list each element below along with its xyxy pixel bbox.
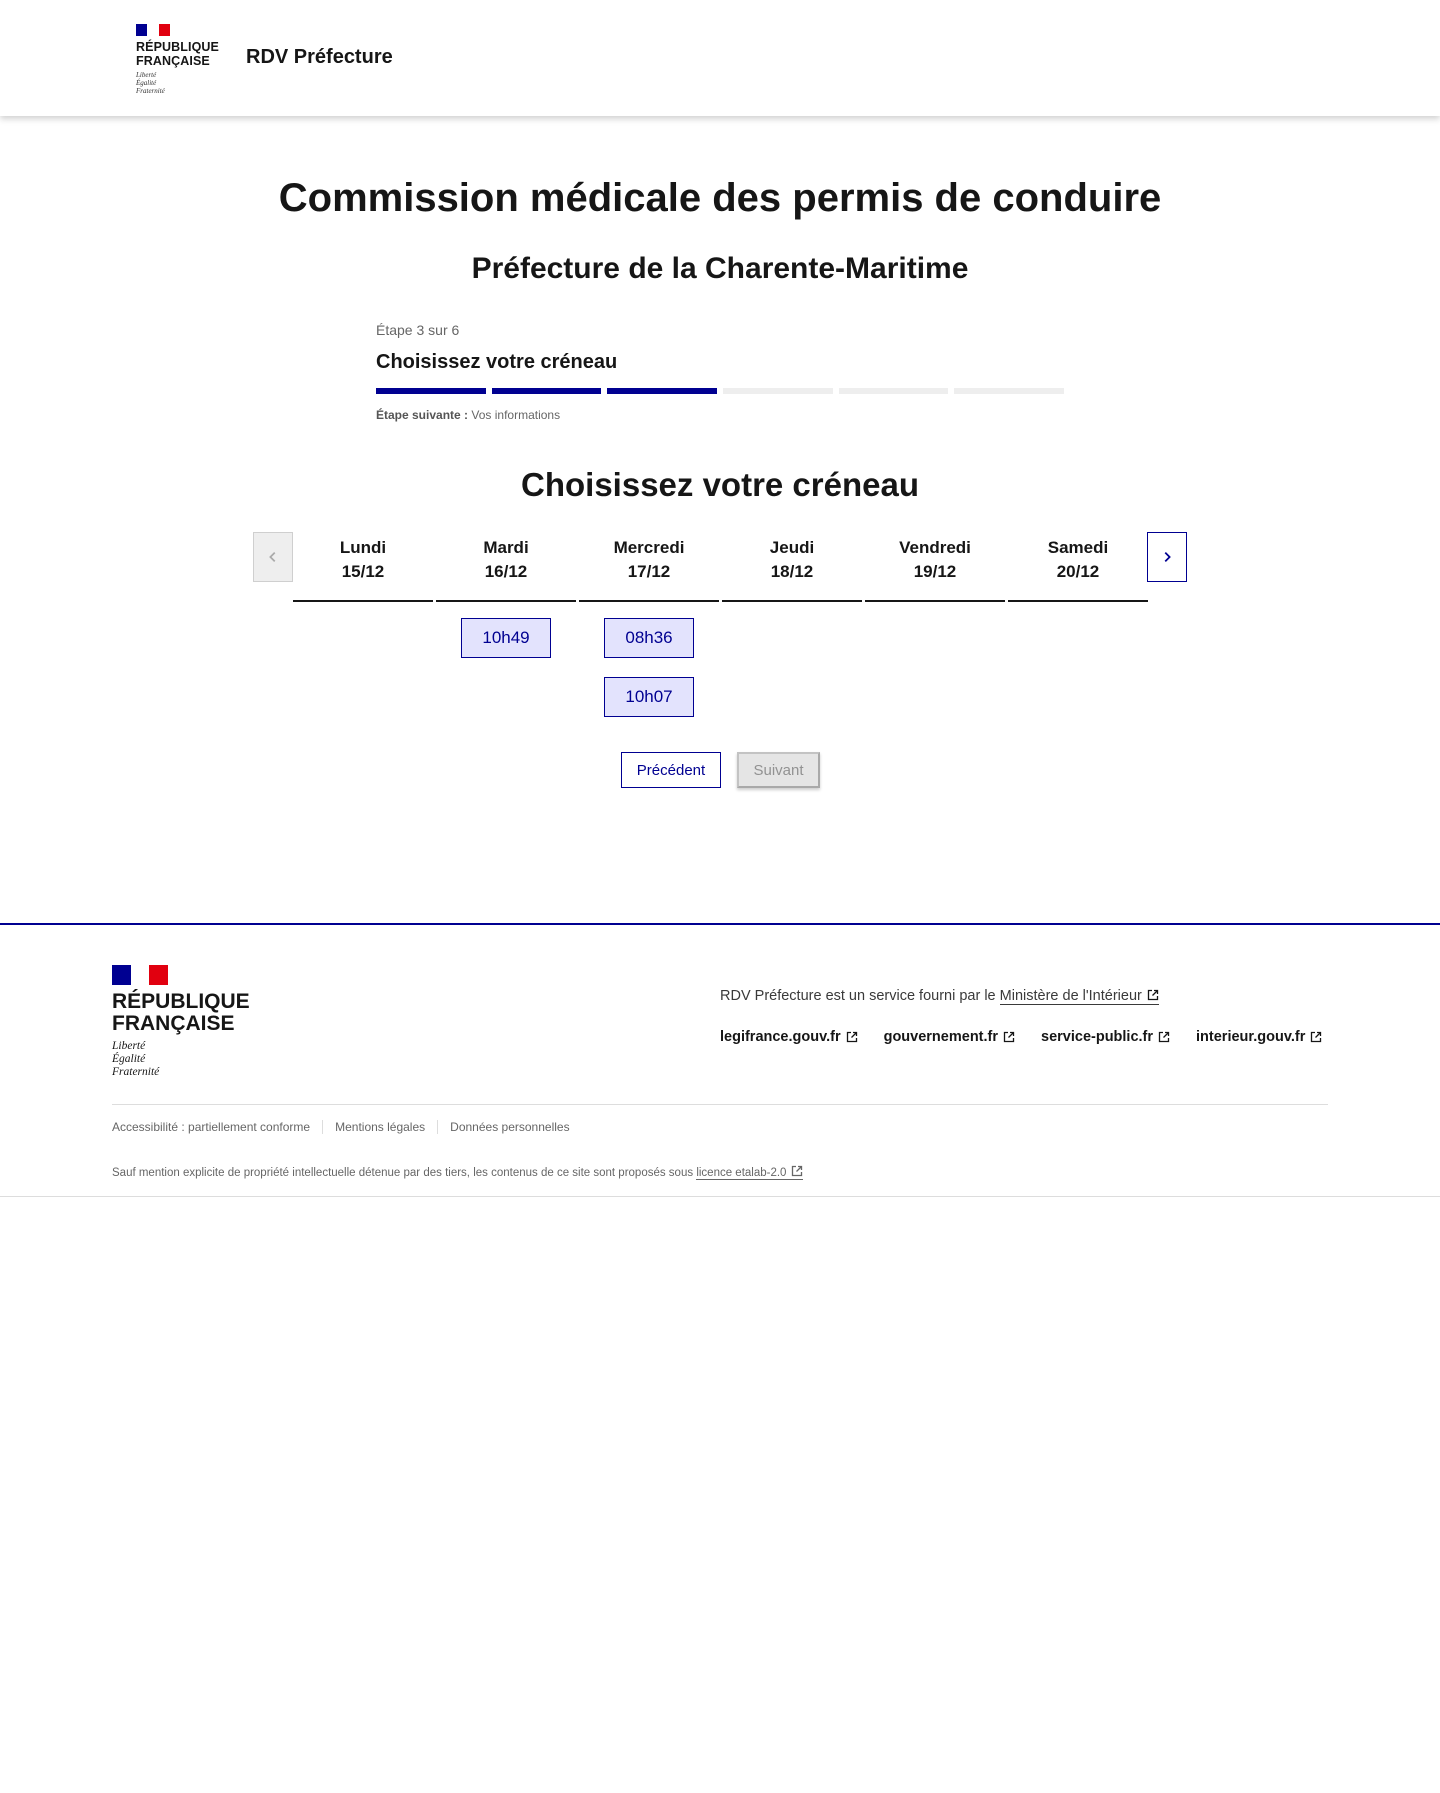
day-slots [293,602,433,618]
day-slots [1008,602,1148,618]
day-date: 15/12 [341,562,385,581]
site-header [0,0,1440,116]
page-title: Commission médicale des permis de conduire [278,176,1162,220]
external-link-icon [791,1165,803,1177]
chevron-left-icon [266,550,280,564]
day-slots [722,602,862,618]
logo-text: RÉPUBLIQUE FRANÇAISE [136,40,219,68]
next-week-button[interactable] [1147,532,1187,582]
external-link-icon [1310,1031,1322,1043]
external-link-icon [1147,989,1159,1001]
day-name: Jeudi [769,538,815,557]
footer-logo-text: RÉPUBLIQUE FRANÇAISE [112,990,250,1035]
time-slot-button[interactable]: 08h36 [604,618,694,658]
day-name: Mardi [483,538,529,557]
stepper-next-label: Étape suivante : [376,408,469,422]
day-date: 19/12 [913,562,957,581]
day-name: Mercredi [613,538,685,557]
stepper-title: Choisissez votre créneau [376,351,618,373]
stepper-state: Étape 3 sur 6 [376,322,460,338]
calendar-day-column [722,532,862,717]
footer-bottom-link[interactable]: Données personnelles [437,1120,581,1134]
day-date: 17/12 [627,562,671,581]
day-name: Samedi [1047,538,1109,557]
day-date: 18/12 [770,562,814,581]
footer-bottom-link[interactable]: Mentions légales [322,1120,437,1134]
license-text: Sauf mention explicite de propriété intellectuelle détenue par des tiers, les contenus de ce site sont proposés sous [112,1167,694,1179]
footer-license [112,1165,803,1179]
calendar-day-header [436,532,576,602]
stepper-bar [954,388,1064,394]
footer-bottom-link[interactable]: Accessibilité : partiellement conforme [112,1120,311,1134]
day-date: 20/12 [1056,562,1100,581]
footer-external-link[interactable]: interieur.gouv.fr [1196,1029,1322,1045]
calendar-day-column [579,532,719,717]
chevron-right-icon [1160,550,1174,564]
next-button[interactable]: Suivant [737,752,820,788]
footer-description [720,988,1159,1004]
footer-logo[interactable] [112,965,250,1079]
french-flag-icon [136,24,170,36]
stepper [376,322,1064,422]
footer-divider [112,1104,1328,1105]
republique-francaise-logo[interactable] [136,24,219,95]
day-slots [865,602,1005,618]
licence-etalab-link[interactable]: licence etalab-2.0 [696,1167,803,1180]
footer-motto: Liberté Égalité Fraternité [112,1040,160,1078]
stepper-bar [607,388,717,394]
slot-section-title: Choisissez votre créneau [521,466,919,503]
day-name: Vendredi [899,538,971,557]
calendar-day-header [1008,532,1148,602]
previous-week-button[interactable] [253,532,293,582]
calendar-days [293,532,1148,717]
french-flag-icon [112,965,168,985]
calendar-day-header [722,532,862,602]
day-name: Lundi [339,538,387,557]
stepper-progress [376,388,1064,394]
calendar-day-column [865,532,1005,717]
site-footer [0,923,1440,1197]
stepper-bar [376,388,486,394]
time-slot-button[interactable]: 10h49 [461,618,551,658]
site-title[interactable]: RDV Préfecture [246,46,393,68]
ministere-link[interactable]: Ministère de l'Intérieur [1000,988,1159,1005]
calendar-day-header [293,532,433,602]
external-link-icon [1158,1031,1170,1043]
calendar-day-header [579,532,719,602]
calendar-day-column [293,532,433,717]
day-slots [436,602,576,658]
footer-external-link[interactable]: service-public.fr [1041,1029,1170,1045]
day-date: 16/12 [484,562,528,581]
calendar-day-column [436,532,576,717]
stepper-bar [839,388,949,394]
calendar-day-header [865,532,1005,602]
logo-motto: Liberté Égalité Fraternité [136,71,165,95]
footer-external-link[interactable]: gouvernement.fr [884,1029,1015,1045]
previous-button[interactable]: Précédent [621,752,721,788]
footer-links [720,1029,1322,1045]
stepper-bar [723,388,833,394]
footer-bottom-links [112,1120,582,1134]
footer-external-link[interactable]: legifrance.gouv.fr [720,1029,858,1045]
external-link-icon [846,1031,858,1043]
time-slot-button[interactable]: 10h07 [604,677,694,717]
calendar-day-column [1008,532,1148,717]
footer-description-text: RDV Préfecture est un service fourni par le [720,988,996,1004]
stepper-next-value: Vos informations [471,408,561,422]
stepper-bar [492,388,602,394]
page-subtitle: Préfecture de la Charente-Maritime [471,252,969,285]
stepper-next-step [376,408,1064,422]
external-link-icon [1003,1031,1015,1043]
day-slots [579,602,719,717]
